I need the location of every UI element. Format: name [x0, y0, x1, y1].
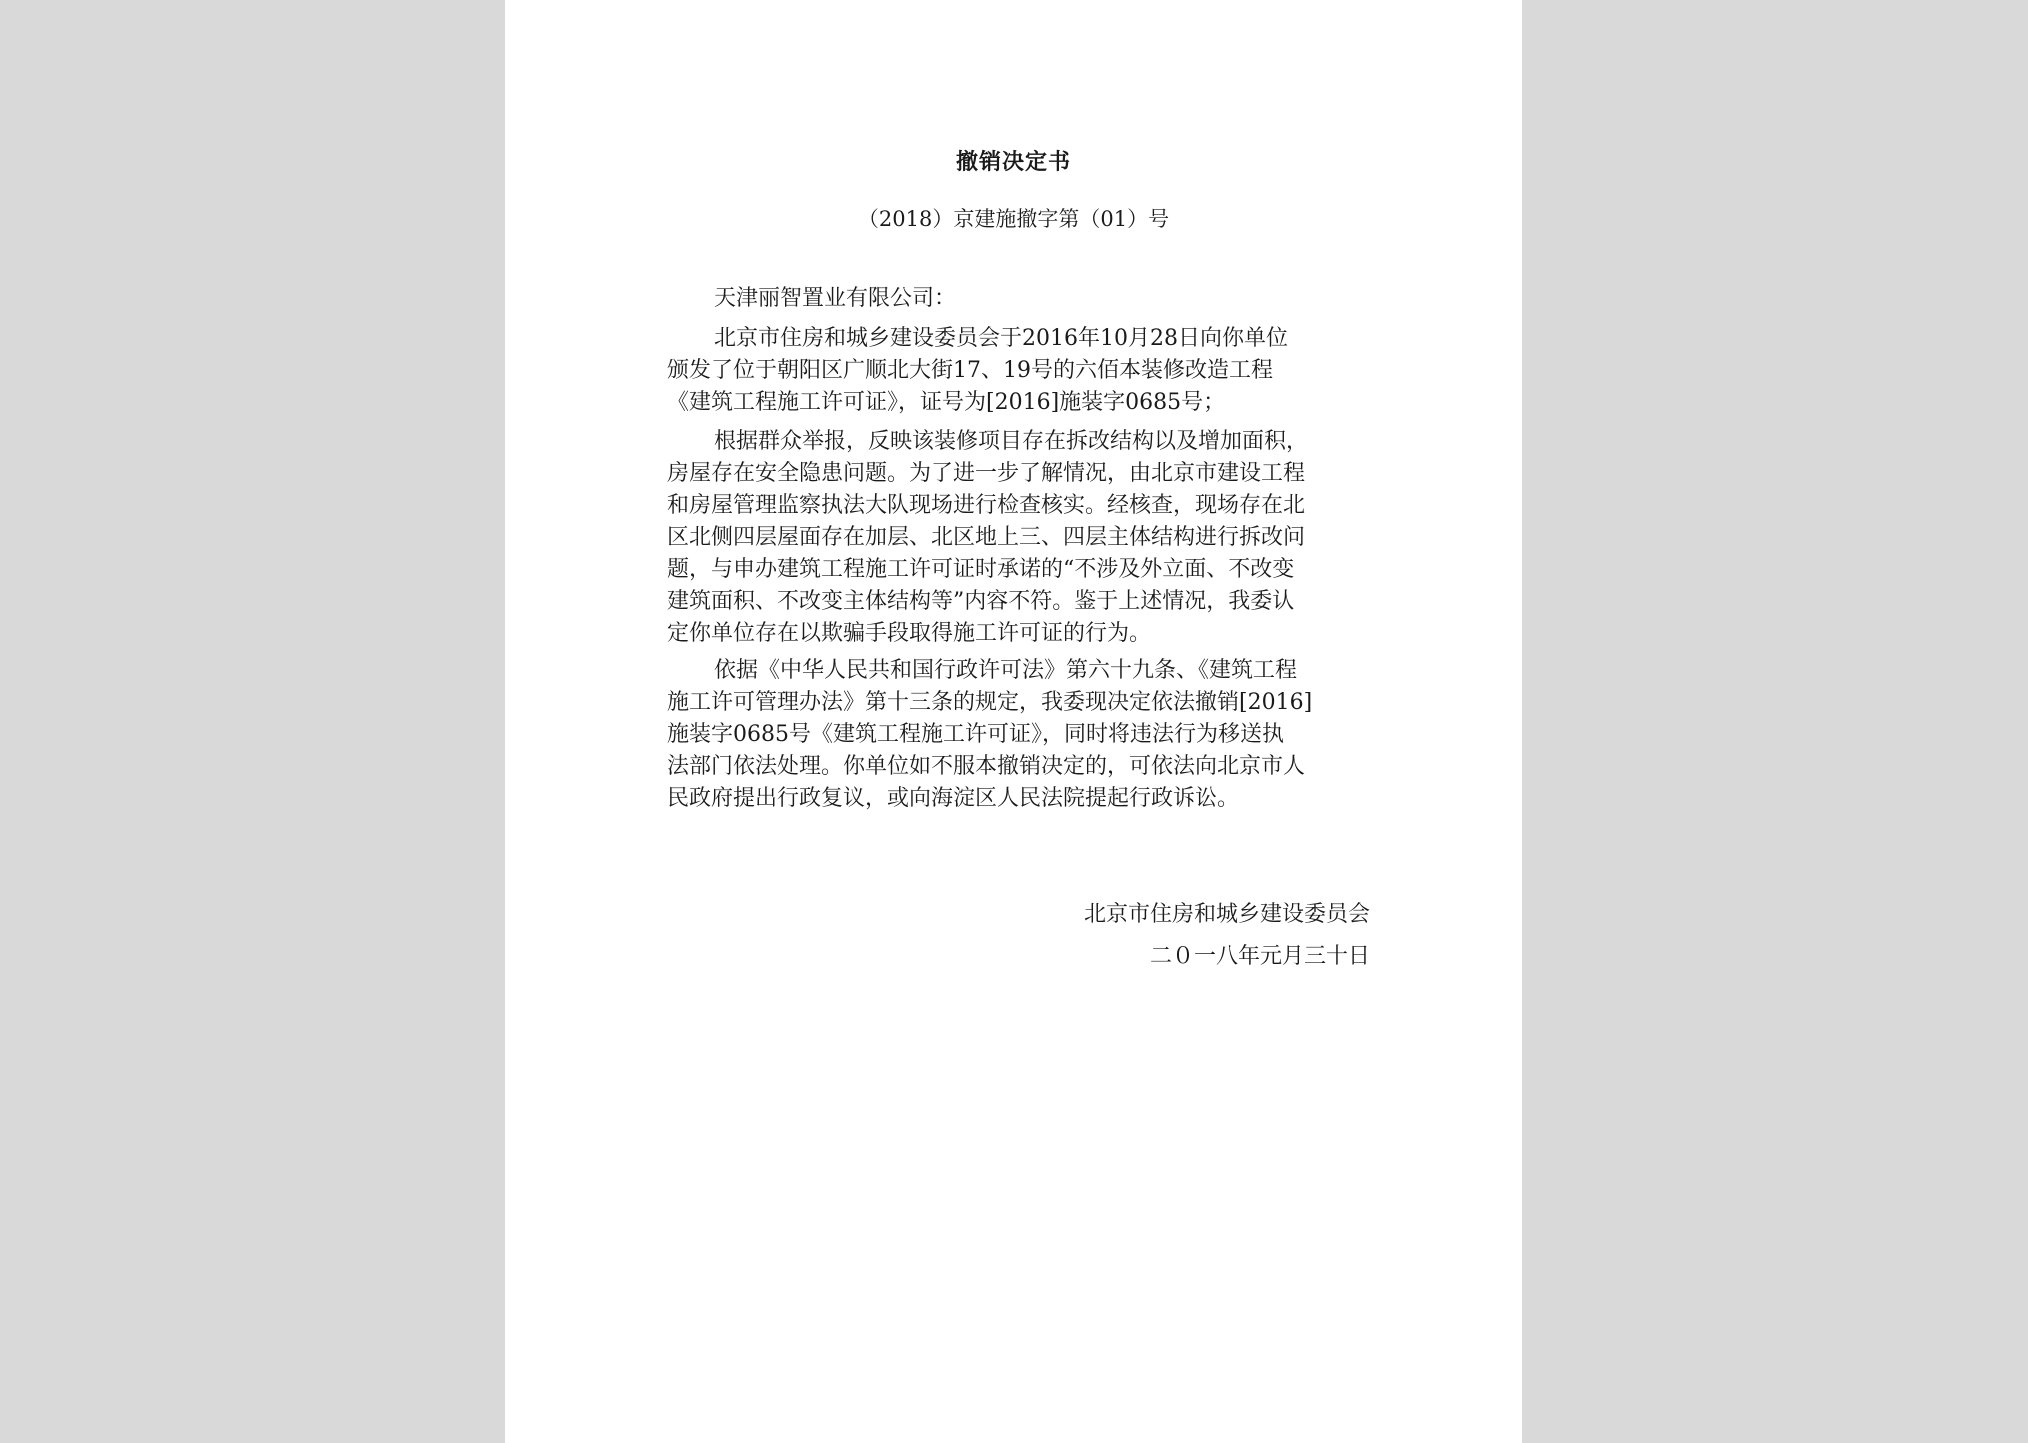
- paragraph-line: 依据《中华人民共和国行政许可法》第六十九条、《建筑工程: [714, 658, 1298, 683]
- paragraph-line: 北京市住房和城乡建设委员会于2016年10月28日向你单位: [714, 326, 1288, 351]
- paragraph-line: 颁发了位于朝阳区广顺北大街17、19号的六佰本装修改造工程: [667, 358, 1273, 383]
- paragraph-line: 施工许可管理办法》第十三条的规定，我委现决定依法撤销[2016]: [667, 690, 1313, 715]
- document-title: 撤销决定书: [955, 149, 1071, 175]
- signature-org: 北京市住房和城乡建设委员会: [1083, 902, 1370, 927]
- paragraph-line: 施装字0685号《建筑工程施工许可证》，同时将违法行为移送执: [667, 722, 1284, 747]
- paragraph-line: 《建筑工程施工许可证》，证号为[2016]施装字0685号；: [667, 390, 1226, 415]
- paragraph-line: 建筑面积、不改变主体结构等”内容不符。鉴于上述情况，我委认: [667, 589, 1295, 614]
- paragraph-line: 民政府提出行政复议，或向海淀区人民法院提起行政诉讼。: [667, 786, 1240, 811]
- paragraph-line: 区北侧四层屋面存在加层、北区地上三、四层主体结构进行拆改问: [667, 525, 1306, 550]
- paragraph-line: 定你单位存在以欺骗手段取得施工许可证的行为。: [667, 621, 1152, 646]
- paragraph-line: 根据群众举报，反映该装修项目存在拆改结构以及增加面积，: [714, 429, 1309, 454]
- paragraph-line: 题，与申办建筑工程施工许可证时承诺的“不涉及外立面、不改变: [667, 557, 1295, 582]
- paragraph-line: 房屋存在安全隐患问题。为了进一步了解情况，由北京市建设工程: [667, 461, 1306, 486]
- signature-date: 二０一八年元月三十日: [1149, 944, 1370, 969]
- paragraph-line: 法部门依法处理。你单位如不服本撤销决定的，可依法向北京市人: [667, 754, 1306, 779]
- addressee: 天津丽智置业有限公司：: [714, 286, 957, 311]
- document-number: （2018）京建施撤字第（01）号: [857, 207, 1170, 231]
- document-page: [505, 0, 1522, 1443]
- paragraph-line: 和房屋管理监察执法大队现场进行检查核实。经核查，现场存在北: [667, 493, 1306, 518]
